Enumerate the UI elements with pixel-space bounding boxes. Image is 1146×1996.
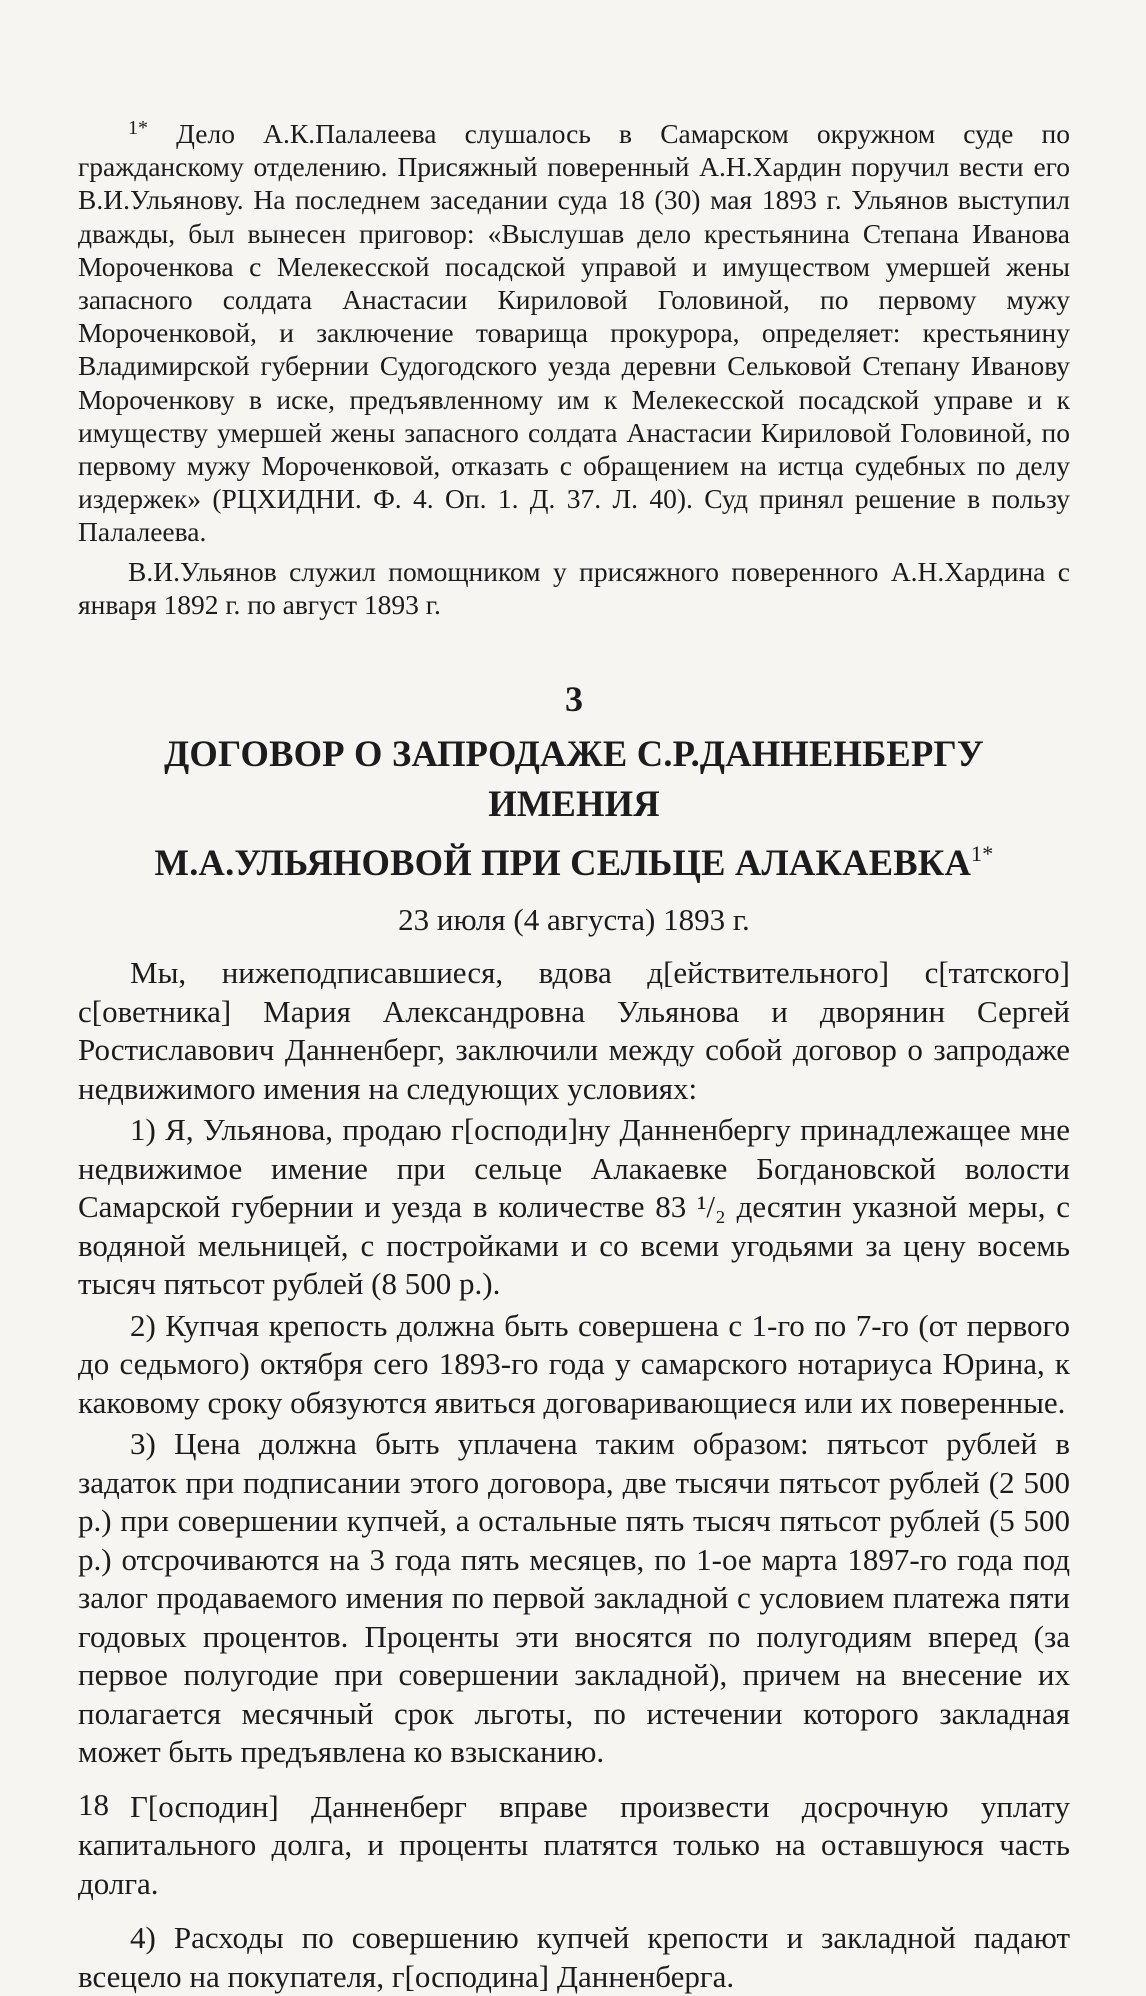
body-paragraph: Мы, нижеподписавшиеся, вдова д[ействительного] с[татского] с[оветника] Мария Александровна Ульянова и дворянин Сергей Ростиславович Данненберг, заключили между собой договор о запродаже недвижимого имения на следующих условиях:: [78, 955, 1070, 1106]
body-paragraph: 2) Купчая крепость должна быть совершена с 1-го по 7-го (от первого до седьмого) октября сего 1893-го года у самарского нотариуса Юрина, к каковому сроку обязуются явиться договаривающиеся или их поверенные.: [78, 1307, 1070, 1420]
body-paragraph: 3) Цена должна быть уплачена таким образом: пятьсот рублей в задаток при подписании этого договора, две тысячи пятьсот рублей (2 500 р.) при совершении купчей, а остальные пять тысяч пятьсот рублей (5 500 р.) отсрочиваются на 3 года пять месяцев, по 1-ое марта 1897-го года под залог продаваемого имения по первой закладной с условием платежа пяти годовых процентов. Проценты эти вносятся по полугодиям вперед (за первое полугодие при совершении закладной), причем на внесение их полагается месячный срок льготы, по истечении которого закладная может быть предъявлена ко взысканию.: [78, 1426, 1070, 1770]
footnote: [78, 112, 1070, 621]
document-title-line-1: ДОГОВОР О ЗАПРОДАЖЕ С.Р.ДАННЕНБЕРГУ ИМЕНИЯ: [164, 733, 984, 825]
body-paragraph: Г[осподин] Данненберг вправе произвести досрочную уплату капитального долга, и проценты платятся только на оставшуюся часть долга.: [78, 1788, 1070, 1901]
document-title-marker: 1*: [971, 841, 994, 867]
document-date: 23 июля (4 августа) 1893 г.: [398, 902, 750, 938]
body-paragraph: 4) Расходы по совершению купчей крепости и закладной падают всецело на покупателя, г[осподина] Данненберга.: [78, 1920, 1070, 1994]
footnote-text: Дело А.К.Палалеева слушалось в Самарском окружном суде по гражданскому отделению. Присяжный поверенный А.Н.Хардин поручил вести его В.И.Ульянову. На последнем заседании суда 18 (30) мая 1893 г. Ульянов выступил дважды, был вынесен приговор: «Выслушав дело крестьянина Степана Иванова Мороченкова с Мелекесской посадской управой и имуществом умершей жены запасного солдата Анастасии Кириловой Головиной, по первому мужу Мороченковой, и заключение товарища прокурора, определяет: крестьянину Владимирской губернии Судогодского уезда деревни Сельковой Степану Иванову Мороченкову в иске, предъявленному им к Мелекесской посадской управе и к имуществу умершей жены запасного солдата Анастасии Кириловой Головиной, по первому мужу Мороченковой, отказать с обращением на истца судебных по делу издержек» (РЦХИДНИ. Ф. 4. Оп. 1. Д. 37. Л. 40). Суд принял решение в пользу Палалеева.: [78, 118, 1070, 548]
page-number: 18: [78, 1787, 109, 1822]
footnote-paragraph: [78, 112, 1070, 549]
document-title-line-2-text: М.А.УЛЬЯНОВОЙ ПРИ СЕЛЬЦЕ АЛАКАЕВКА: [154, 842, 972, 884]
body-paragraph: 1) Я, Ульянова, продаю г[осподи]ну Данненбергу принадлежащее мне недвижимое имение при сельце Алакаевке Богдановской волости Самарской губернии и уезда в количестве 83 ¹/₂ десятин указной меры, с водяной мельницей, с постройками и со всеми угодьями за цену восемь тысяч пятьсот рублей (8 500 р.).: [78, 1112, 1070, 1302]
document-number: 3: [565, 679, 583, 720]
document-title-line-2: [78, 829, 1070, 888]
document-body: [78, 954, 1070, 1996]
page-content: [78, 112, 1070, 1996]
footnote-marker: 1*: [128, 117, 148, 139]
footnote-paragraph: В.И.Ульянов служил помощником у присяжного поверенного А.Н.Хардина с января 1892 г. по август 1893 г.: [78, 555, 1070, 620]
document-title: [78, 729, 1070, 888]
